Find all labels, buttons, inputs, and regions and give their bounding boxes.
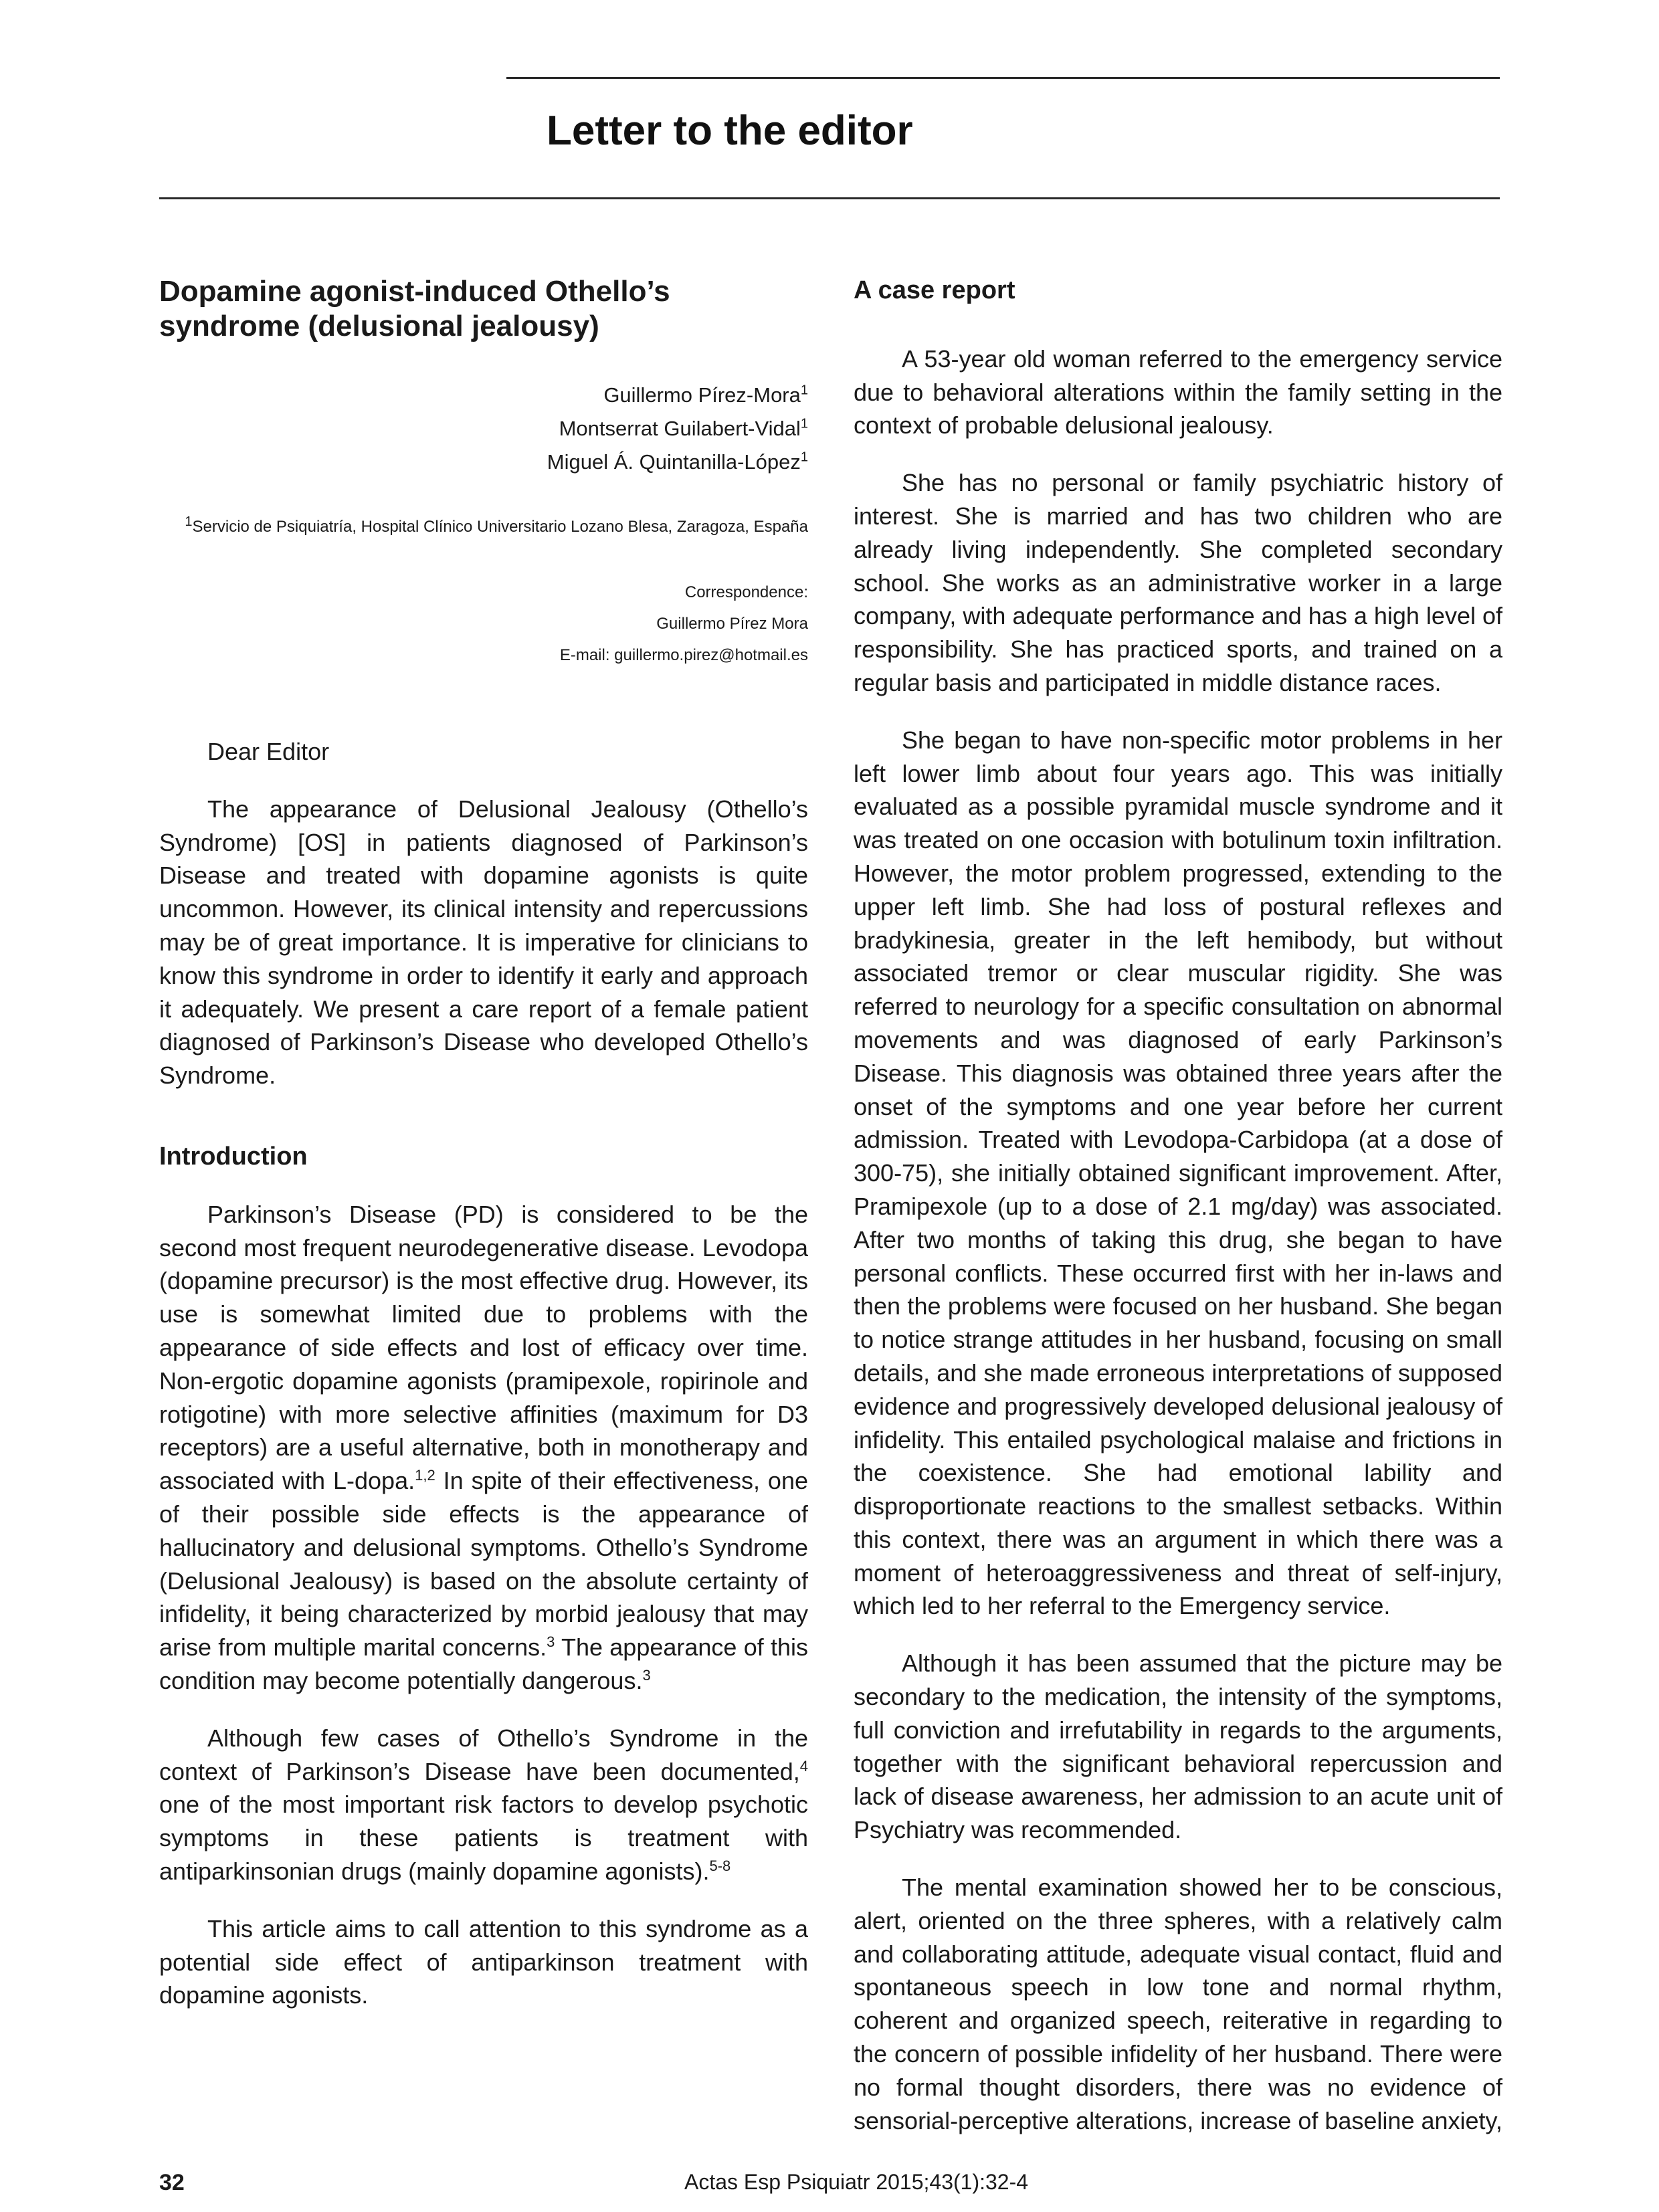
author-1: Guillermo Pírez-Mora$^1$ [603, 383, 808, 407]
journal-citation: Actas Esp Psiquiatr 2015;43(1):32-4 [684, 2170, 1029, 2194]
heading-introduction: Introduction [159, 1142, 308, 1171]
author-list [159, 379, 808, 479]
left-column [159, 274, 808, 2036]
paragraph-case-5: The mental examination showed her to be conscious, alert, oriented on the three spheres, with a relatively calm and collaborating attitude, adequate visual contact, fluid and spontaneous speech in low tone and normal rhythm, coherent and organized speech, reiterative in regarding to the concern of possible infidelity of her husband. There were no formal thought disorders, there was no evidence of sensorial-perceptive alterations, increase of baseline anxiety, [854, 1874, 1502, 2134]
paragraph-case-2: She has no personal or family psychiatric history of interest. She is married and has two children who are already living independently. She completed secondary school. She works as an administrative worker in a large company, with adequate performance and has a high level of responsibility. She has practiced sports, and trained on a regular basis and participated in middle distance races. [854, 469, 1502, 696]
correspondence-block [159, 577, 808, 671]
paragraph-intro-2: Although few cases of Othello’s Syndrome in the context of Parkinson’s Disease have been documented,$^4$ one of the most important risk factors to develop psychotic symptoms in these patients is treatment with antiparkinsonian drugs (mainly dopamine agonists).$^{5-8}$ [159, 1724, 808, 1885]
section-title: Letter to the editor [547, 108, 913, 154]
author-3: Miguel Á. Quintanilla-López$^1$ [547, 449, 808, 474]
paragraph-intro-3: This article aims to call attention to this syndrome as a potential side effect of antiparkinson treatment with dopamine agonists. [159, 1914, 808, 2009]
affiliation: $^1$Servicio de Psiquiatría, Hospital Clínico Universitario Lozano Blesa, Zaragoza, España [185, 514, 808, 536]
correspondence-name: Guillermo Pírez Mora [656, 615, 808, 633]
paragraph-case-1: A 53-year old woman referred to the emergency service due to behavioral alterations within the family setting in the context of probable delusional jealousy. [854, 344, 1502, 439]
header-rule-bottom [159, 197, 1500, 199]
author-2: Montserrat Guilabert-Vidal$^1$ [559, 416, 808, 440]
page-number: 32 [159, 2170, 185, 2195]
heading-case-report: A case report [854, 276, 1015, 304]
correspondence-email: E-mail: guillermo.pirez@hotmail.es [559, 646, 808, 664]
paragraph-intro-1: Parkinson’s Disease (PD) is considered to be the second most frequent neurodegenerative disease. Levodopa (dopamine precursor) is the most effective drug. However, its use is somewhat limited due to problems with the appearance of side effects and lost of efficacy over time. Non-ergotic dopamine agonists (pramipexole, ropirinole and rotigotine) with more selective affinities (maximum for D3 receptors) are a useful alternative, both in monotherapy and associated with L-dopa.$^{1,2}$ In spite of their effectiveness, one of their possible side effects is the appearance of hallucinatory and delusional symptoms. Othello’s Syndrome (Delusional Jealousy) is based on the absolute certainty of infidelity, it being characterized by morbid jealousy that may arise from multiple marital concerns.$^3$ The appearance of this condition may become potentially dangerous.$^3$ [159, 1200, 808, 1694]
salutation: Dear Editor [207, 738, 330, 765]
paragraph-case-3: She began to have non-specific motor problems in her left lower limb about four years ago. This was initially evaluated as a possible pyramidal muscle syndrome and it was treated on one occasion with botulinum toxin infiltration. However, the motor problem progressed, extending to the upper left limb. She had loss of postural reflexes and bradykinesia, greater in the left hemibody, but without associated tremor or clear muscular rigidity. She was referred to neurology for a specific consultation on abnormal movements and was diagnosed of early Parkinson’s Disease. This diagnosis was obtained three years after the onset of the symptoms and one year before her current admission. Treated with Levodopa-Carbidopa (at a dose of 300-75), she initially obtained significant improvement. After, Pramipexole (up to a dose of 2.1 mg/day) was associated. After two months of taking this drug, she began to have personal conflicts. These occurred first with her in-laws and then the problems were focused on her husband. She began to notice strange attitudes in her husband, focusing on small details, and she made erroneous interpretations of supposed evidence and progressively developed delusional jealousy of infidelity. This entailed psychological malaise and frictions in the coexistence. She had emotional lability and disproportionate reactions to the smallest setbacks. Within this context, there was an argument in which there was a moment of heteroaggressiveness and threat of self-injury, which led to her referral to the Emergency service. [854, 726, 1502, 1620]
correspondence-label: Correspondence: [684, 583, 808, 601]
header-rule-top [506, 77, 1500, 79]
paragraph-opening: The appearance of Delusional Jealousy (Othello’s Syndrome) [OS] in patients diagnosed of Parkinson’s Disease and treated with dopamine agonists is quite uncommon. However, its clinical intensity and repercussions may be of great importance. It is imperative for clinicians to know this syndrome in order to identify it early and approach it adequately. We present a care report of a female patient diagnosed of Parkinson’s Disease who developed Othello’s Syndrome. [159, 795, 808, 1090]
right-column [854, 274, 1502, 2161]
article-title: Dopamine agonist-induced Othello’s syndrome (delusional jealousy) [159, 275, 670, 342]
paragraph-case-4: Although it has been assumed that the picture may be secondary to the medication, the intensity of the symptoms, full conviction and irrefutability in regards to the arguments, together with the significant behavioral repercussion and lack of disease awareness, her admission to an acute unit of Psychiatry was recommended. [854, 1649, 1502, 1844]
